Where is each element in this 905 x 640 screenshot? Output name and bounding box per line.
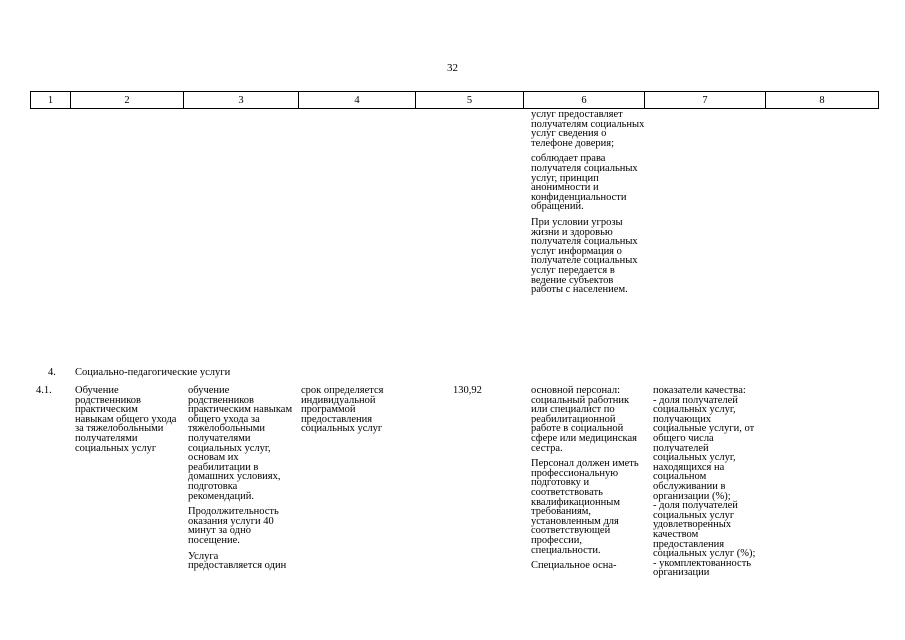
header-col-1: 1	[31, 92, 71, 109]
header-col-3: 3	[184, 92, 299, 109]
header-col-5: 5	[416, 92, 524, 109]
header-col-2: 2	[71, 92, 184, 109]
section-number: 4.	[48, 367, 56, 378]
page-number: 32	[447, 62, 458, 74]
service-content-paragraph-2: Продолжительность оказания услуги 40 минут за одно посещение.	[188, 506, 279, 546]
header-col-6: 6	[524, 92, 645, 109]
service-content-paragraph-1: обучение родственников практическим навыкам общего ухода за тяжелобольными получателями социальных услуг, основам их реабилитации в домашних условиях, подготовка рекомендаций.	[188, 385, 293, 502]
header-col-7: 7	[645, 92, 766, 109]
conditions-paragraph-2: Персонал должен иметь профессиональную подготовку и соответствовать квалификационным требованиям, установленным для соответствующей профессии, специальности.	[531, 458, 639, 556]
section-title: Социально-педагогические услуги	[75, 367, 231, 378]
row-service-name: Обучение родственников практическим навыкам общего ухода за тяжелобольными получателями социальных услуг	[75, 385, 177, 454]
row-tariff: 130,92	[453, 385, 482, 396]
continuation-col6	[531, 110, 645, 295]
continuation-paragraph-3: При условии угрозы жизни и здоровью получателя социальных услуг информация о получателе социальных услуг передается в ведение субъектов работы с населением.	[531, 216, 638, 296]
header-col-8: 8	[766, 92, 879, 109]
table-header	[30, 91, 879, 109]
header-col-4: 4	[299, 92, 416, 109]
service-content-paragraph-3: Услуга предоставляется один	[188, 550, 287, 572]
quality-indicators-title: показатели качества:	[653, 385, 746, 396]
continuation-paragraph-2: соблюдает права получателя социальных услуг, принцип анонимности и конфиденциальности обращений.	[531, 153, 638, 213]
row-service-content	[188, 386, 294, 571]
quality-indicator-2: - доля получателей социальных услуг удовлетворенных качеством предоставления социальных услуг (%);	[653, 500, 756, 560]
quality-indicator-1: - доля получателей социальных услуг, получающих социальные услуги, от общего числа получателей социальных услуг, находящихся на социальном обслуживании в организации (%);	[653, 394, 755, 502]
row-service-term: срок определяется индивидуальной программой предоставления социальных услуг	[301, 385, 384, 435]
row-conditions	[531, 386, 645, 571]
conditions-paragraph-3: Специальное осна-	[531, 560, 617, 572]
header-row	[31, 92, 879, 109]
row-number: 4.1.	[36, 385, 52, 396]
row-quality-indicators	[653, 386, 765, 578]
conditions-paragraph-1: основной персонал: социальный работник или специалист по реабилитационной работе в социальной сфере или медицинская сестра.	[531, 385, 637, 454]
quality-indicator-3: - укомплектованность организации	[653, 557, 752, 579]
continuation-paragraph-1: услуг предоставляет получателям социальных услуг сведения о телефоне доверия;	[531, 109, 645, 149]
